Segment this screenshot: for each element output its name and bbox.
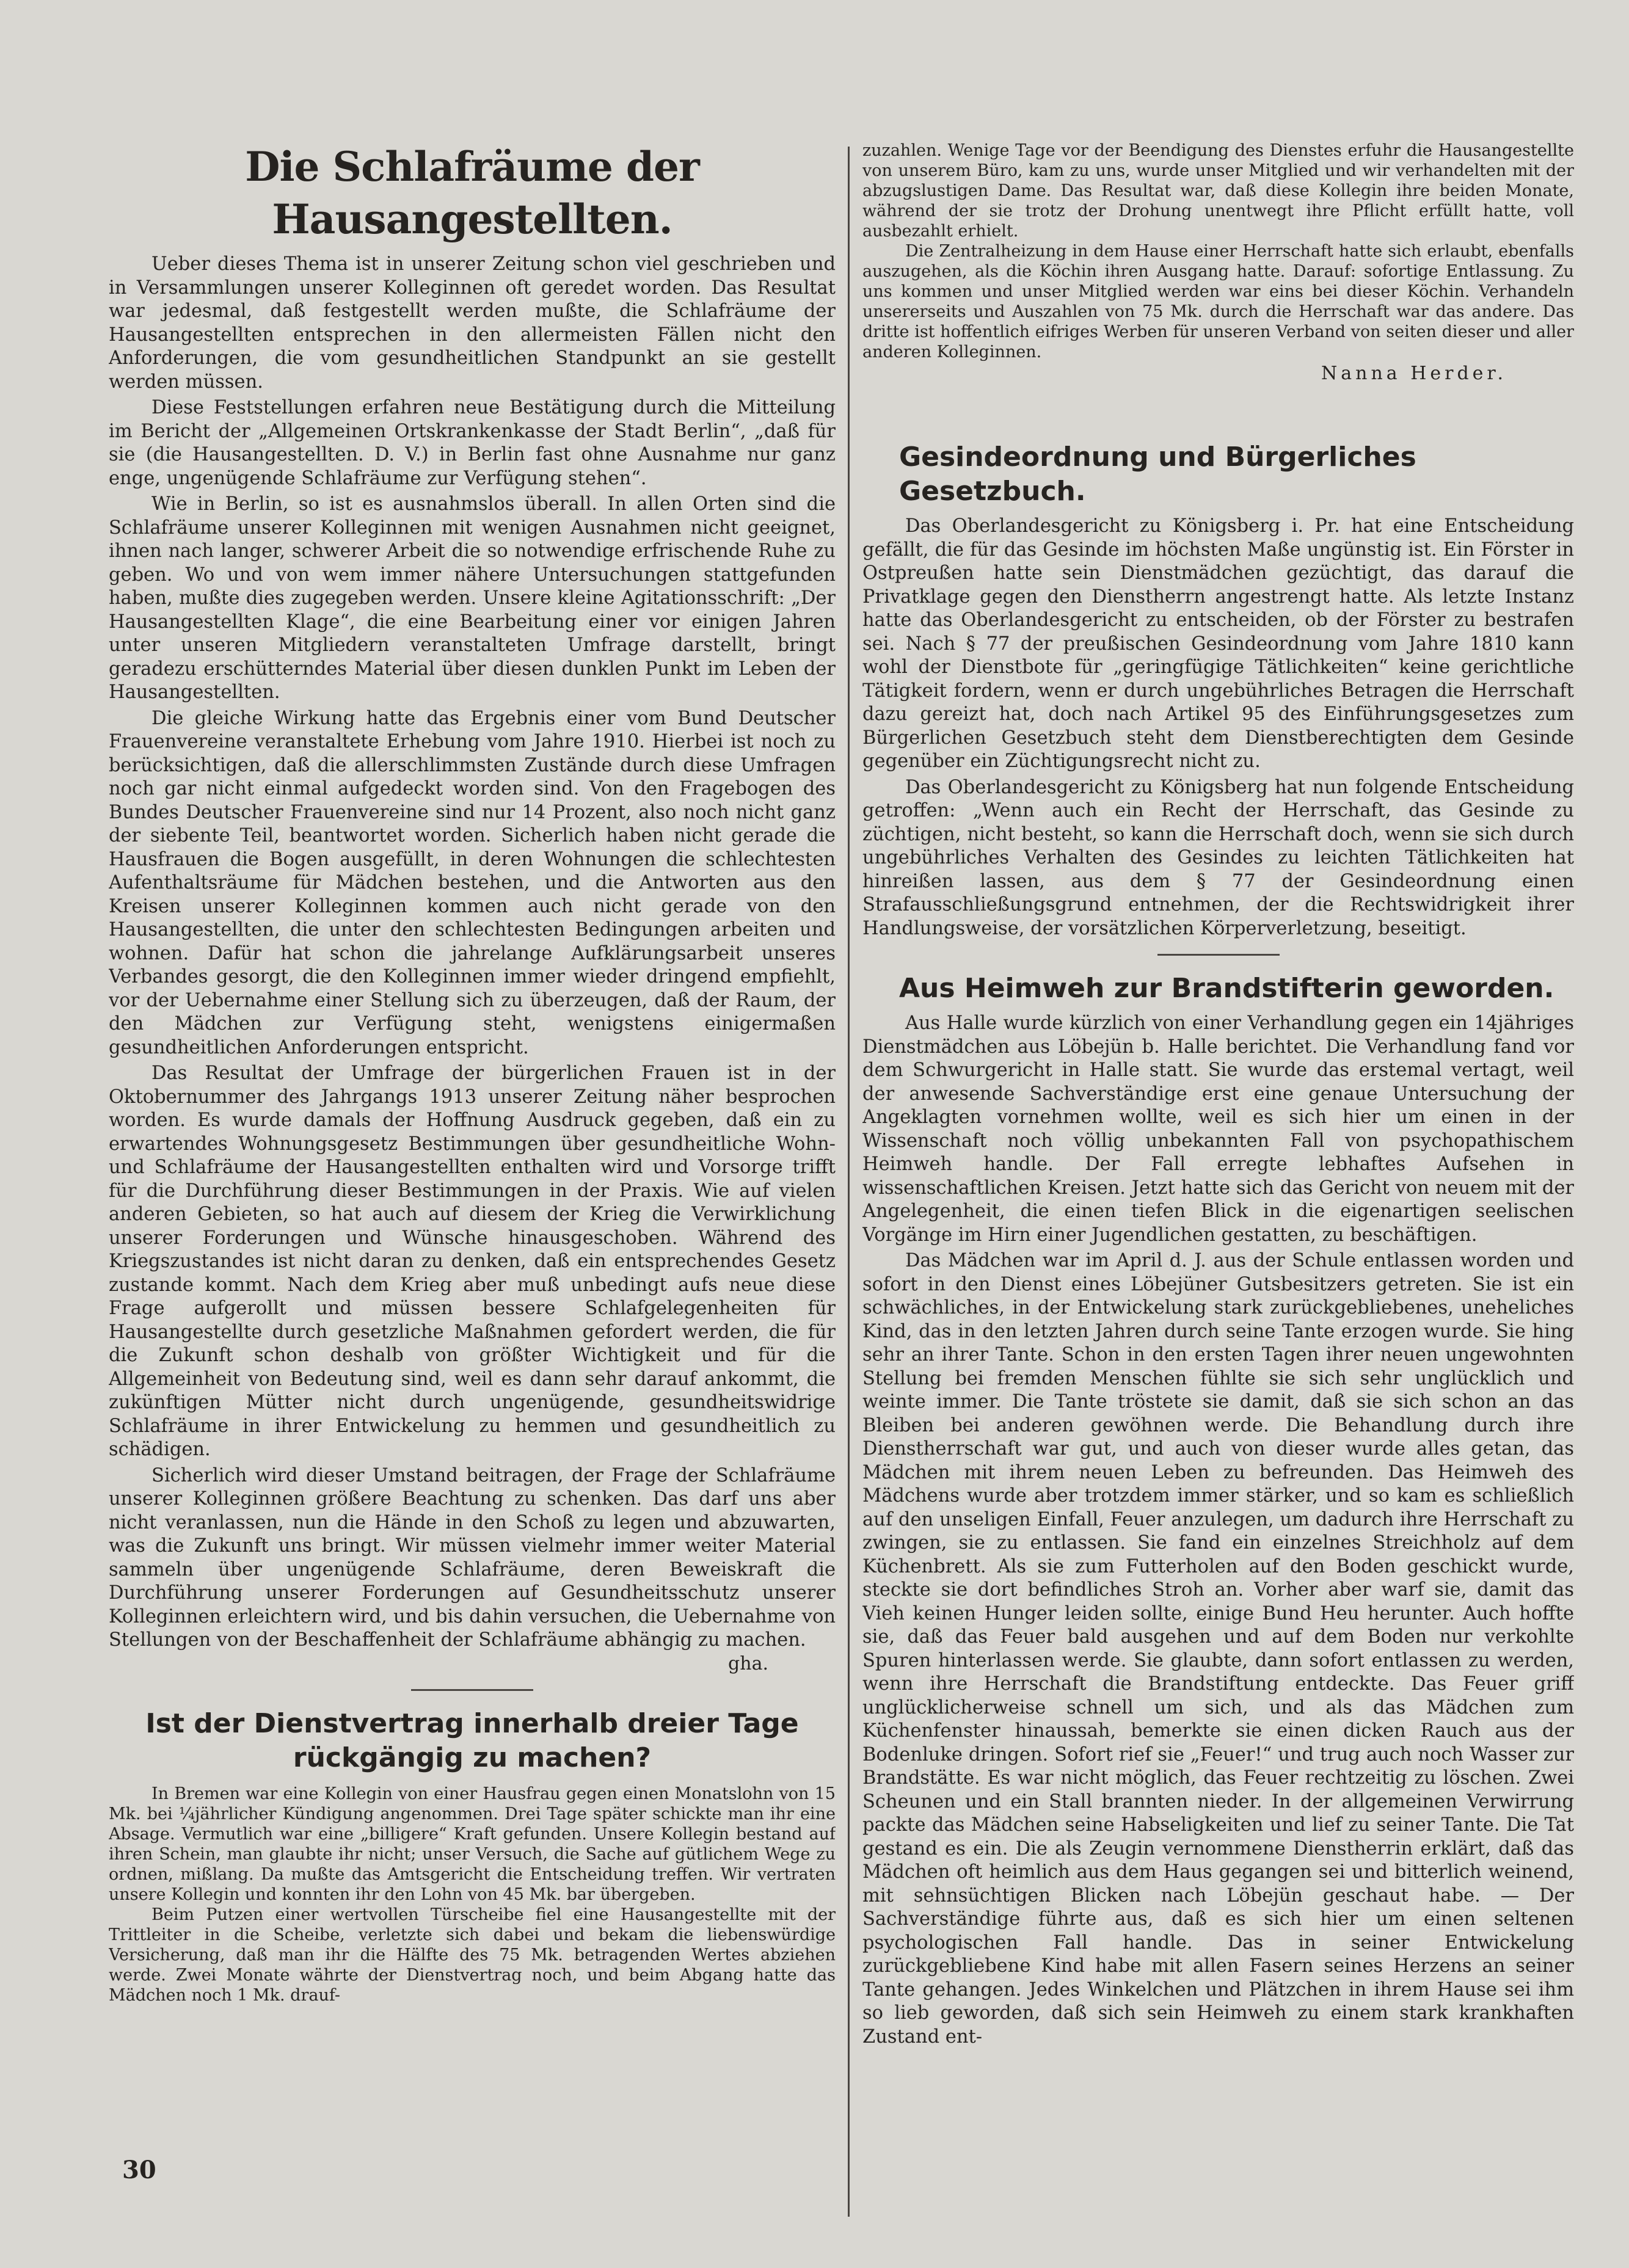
article2-title: Ist der Dienstvertrag innerhalb dreier Tage rückgängig zu machen?: [145, 1707, 799, 1773]
column-rule: [848, 147, 850, 2217]
right-column: [862, 140, 1574, 2180]
page-number: 30: [122, 2156, 156, 2184]
article2-paragraph: Beim Putzen einer wertvollen Türscheibe fiel eine Hausangestellte mit der Trittleiter in die Scheibe, verletzte sich dabei und bekam die liebenswürdige Versicherung, daß man ihr die Hälfte des 75 Mk. betragenden Wertes abziehen werde. Zwei Monate währte der Dienstvertrag noch, und beim Abgang hatte das Mädchen noch 1 Mk. drauf-: [109, 1905, 836, 2005]
article1-title: Die Schlafräume der Hausangestellten.: [245, 143, 699, 243]
article1-paragraph: Ueber dieses Thema ist in unserer Zeitung schon viel geschrieben und in Versammlungen unserer Kolleginnen oft geredet worden. Das Resultat war jedesmal, daß festgestellt werden mußte, die Schlafräume der Hausangestellten entsprechen in den allermeisten Fällen nicht den Anforderungen, die vom gesundheitlichen Standpunkt an sie gestellt werden müssen.: [109, 253, 836, 393]
article1-signature: gha.: [728, 1652, 768, 1674]
article4-paragraph: Aus Halle wurde kürzlich von einer Verhandlung gegen ein 14jähriges Dienstmädchen aus Löbejün b. Halle berichtet. Die Verhandlung fand vor dem Schwurgericht in Halle statt. Sie wurde das erstemal vertagt, weil der anwesende Sachverständige erst eine genaue Untersuchung der Angeklagten vornehmen wollte, weil es sich hier um einen in der Wissenschaft noch völlig unbekannten Fall von psychopathischem Heimweh handle. Der Fall erregte lebhaftes Aufsehen in wissenschaftlichen Kreisen. Jetzt hatte sich das Gericht von neuem mit der Angelegenheit, die einen tiefen Blick in die eigenartigen seelischen Vorgänge im Hirn einer Jugendlichen gestatten, zu beschäftigen.: [862, 1012, 1574, 1246]
article2-paragraph: In Bremen war eine Kollegin von einer Hausfrau gegen einen Monatslohn von 15 Mk. bei ¼jährlicher Kündigung angenommen. Drei Tage später schickte man ihr eine Absage. Vermutlich war eine „billigere“ Kraft gefunden. Unsere Kollegin bestand auf ihren Schein, man glaubte ihr nicht; unser Versuch, die Sache auf gütlichem Wege zu ordnen, mißlang. Da mußte das Amtsgericht die Entscheidung treffen. Wir vertraten unsere Kollegin und konnten ihr den Lohn von 45 Mk. bar übergeben.: [109, 1784, 836, 1904]
article2-paragraph: Die Zentralheizung in dem Hause einer Herrschaft hatte sich erlaubt, ebenfalls auszugehen, als die Köchin ihren Ausgang hatte. Darauf: sofortige Entlassung. Zu uns kommen und unser Mitglied werden war eins bei dieser Köchin. Verhandeln unsererseits und Auszahlen von 75 Mk. durch die Herrschaft war das andere. Das dritte ist hoffentlich eifriges Werben für unseren Verband von seiten dieser und aller anderen Kolleginnen.: [862, 242, 1574, 362]
left-column: [109, 140, 836, 2180]
article2-signature-text: Nanna Herder.: [1321, 363, 1507, 384]
separator-line: [411, 1689, 533, 1691]
article3-paragraph: Das Oberlandesgericht zu Königsberg hat nun folgende Entscheidung getroffen: „Wenn auch ein Recht der Herrschaft, das Gesinde zu züchtigen, nicht besteht, so kann die Herrschaft doch, wenn sie sich durch ungebührliches Verhalten des Gesindes zu leichten Tätlichkeiten hat hinreißen lassen, aus dem § 77 der Gesindeordnung einen Strafausschließungsgrund entnehmen, der die Rechtswidrigkeit ihrer Handlungsweise, der vorsätzlichen Körperverletzung, beseitigt.: [862, 776, 1574, 939]
article1-paragraph: Sicherlich wird dieser Umstand beitragen, der Frage der Schlafräume unserer Kolleginnen größere Beachtung zu schenken. Das darf uns aber nicht veranlassen, nun die Hände in den Schoß zu legen und abzuwarten, was die Zukunft uns bringt. Wir müssen vielmehr immer weiter Material sammeln über ungenügende Schlafräume, deren Beweiskraft die Durchführung unserer Forderungen auf Gesundheitsschutz unserer Kolleginnen erleichtern wird, und bis dahin versuchen, die Uebernahme von Stellungen von der Beschaffenheit der Schlafräume abhängig zu machen.: [109, 1464, 836, 1651]
article4-title: Aus Heimweh zur Brandstifterin geworden.: [899, 973, 1554, 1004]
separator-line: [1157, 954, 1280, 956]
article3-paragraph: Das Oberlandesgericht zu Königsberg i. Pr. hat eine Entscheidung gefällt, die für das Gesinde im höchsten Maße ungünstig ist. Ein Förster in Ostpreußen hatte sein Dienstmädchen gezüchtigt, das darauf die Privatklage gegen den Dienstherrn angestrengt hatte. Als letzte Instanz hatte das Oberlandesgericht zu entscheiden, ob der Förster zu bestrafen sei. Nach § 77 der preußischen Gesindeordnung vom Jahre 1810 kann wohl der Dienstbote für „geringfügige Tätlichkeiten“ keine gerichtliche Tätigkeit fordern, wenn er durch ungebührliches Betragen die Herrschaft dazu gereizt hat, doch nach Artikel 95 des Einführungsgesetzes zum Bürgerlichen Gesetzbuch steht dem Dienstberechtigten dem Gesinde gegenüber ein Züchtigungsrecht nicht zu.: [862, 515, 1574, 772]
article4-paragraph: Das Mädchen war im April d. J. aus der Schule entlassen worden und sofort in den Dienst eines Löbejüner Gutsbesitzers getreten. Sie ist ein schwächliches, in der Entwickelung stark zurückgebliebenes, uneheliches Kind, das in den letzten Jahren durch seine Tante erzogen wurde. Sie hing sehr an ihrer Tante. Schon in den ersten Tagen ihrer neuen ungewohnten Stellung bei fremden Menschen fühlte sie sich sehr unglücklich und weinte immer. Die Tante tröstete sie damit, daß sie sich schon an das Bleiben bei anderen gewöhnen werde. Die Behandlung durch ihre Dienstherrschaft war gut, und auch von dieser wurde alles getan, das Mädchen mit ihrem neuen Leben zu befreunden. Das Heimweh des Mädchens wurde aber trotzdem immer stärker, und so kam es schließlich auf den unseligen Einfall, Feuer anzulegen, um dadurch ihre Herrschaft zu zwingen, sie zu entlassen. Sie fand ein einzelnes Streichholz auf dem Küchenbrett. Als sie zum Futterholen auf den Boden geschickt wurde, steckte sie dort befindliches Stroh an. Vorher aber warf sie, damit das Vieh keinen Hunger leiden sollte, einige Bund Heu herunter. Auch hoffte sie, daß das Feuer bald ausgehen und auf dem Boden nur verkohlte Spuren hinterlassen werde. Sie glaubte, dann sofort entlassen zu werden, wenn ihre Herrschaft die Brandstiftung entdeckte. Das Feuer griff unglücklicherweise schnell um sich, und als das Mädchen zum Küchenfenster hinaussah, bemerkte sie einen dicken Rauch aus der Bodenluke dringen. Sofort rief sie „Feuer!“ und trug auch noch Wasser zur Brandstätte. Es war nicht möglich, das Feuer rechtzeitig zu löschen. Zwei Scheunen und ein Stall brannten nieder. In der allgemeinen Verwirrung packte das Mädchen seine Habseligkeiten und lief zu seiner Tante. Die Tat gestand es ein. Die als Zeugin vernommene Dienstherrin erklärt, daß das Mädchen oft heimlich aus dem Haus gegangen sei und bitterlich weinend, mit sehnsüchtigen Blicken nach Löbejün geschaut habe. — Der Sachverständige führte aus, daß es sich hier um einen seltenen psychologischen Fall handle. Das in seiner Entwickelung zurückgebliebene Kind habe mit allen Fasern seines Herzens an seiner Tante gehangen. Jedes Winkelchen und Plätzchen in ihrem Hause sei ihm so lieb geworden, daß sich sein Heimweh zu einem stark krankhaften Zustand ent-: [862, 1250, 1574, 2048]
article2-paragraph: zuzahlen. Wenige Tage vor der Beendigung des Dienstes erfuhr die Hausangestellte von unserem Büro, kam zu uns, wurde unser Mitglied und wir verhandelten mit der abzugslustigen Dame. Das Resultat war, daß diese Kollegin ihre beiden Monate, während der sie trotz der Drohung unentwegt ihre Pflicht erfüllt hatte, voll ausbezahlt erhielt.: [862, 141, 1574, 241]
article1-paragraph: Diese Feststellungen erfahren neue Bestätigung durch die Mitteilung im Bericht der „Allgemeinen Ortskrankenkasse der Stadt Berlin“, „daß für sie (die Hausangestellten. D. V.) in Berlin fast ohne Ausnahme nur ganz enge, ungenügende Schlafräume zur Verfügung stehen“.: [109, 397, 836, 489]
article3-title: Gesindeordnung und Bürgerliches Gesetzbuch.: [899, 442, 1416, 507]
article2-signature: [862, 362, 1574, 385]
article1-paragraph: Wie in Berlin, so ist es ausnahmslos überall. In allen Orten sind die Schlafräume unserer Kolleginnen mit wenigen Ausnahmen nicht geeignet, ihnen nach langer, schwerer Arbeit die so notwendige erfrischende Ruhe zu geben. Wo und von wem immer nähere Untersuchungen stattgefunden haben, mußte dies zugegeben werden. Unsere kleine Agitationsschrift: „Der Hausangestellten Klage“, die eine Bearbeitung einer vor einigen Jahren unter unseren Mitgliedern veranstalteten Umfrage darstellt, bringt geradezu erschütterndes Material über diesen dunklen Punkt im Leben der Hausangestellten.: [109, 493, 836, 703]
article1-paragraph: Das Resultat der Umfrage der bürgerlichen Frauen ist in der Oktobernummer des Jahrgangs 1913 unserer Zeitung näher besprochen worden. Es wurde damals der Hoffnung Ausdruck gegeben, daß ein zu erwartendes Wohnungsgesetz Bestimmungen über gesundheitliche Wohn- und Schlafräume der Hausangestellten enthalten wird und Vorsorge trifft für die Durchführung dieser Bestimmungen in der Praxis. Wie auf vielen anderen Gebieten, so hat auch auf diesem der Krieg die Verwirklichung unserer Forderungen und Wünsche hinausgeschoben. Während des Kriegszustandes ist nicht daran zu denken, daß ein entsprechendes Gesetz zustande kommt. Nach dem Krieg aber muß unbedingt aufs neue diese Frage aufgerollt und müssen bessere Schlafgelegenheiten für Hausangestellte durch gesetzliche Maßnahmen gefordert werden, die für die Zukunft schon deshalb von größter Wichtigkeit und für die Allgemeinheit von Bedeutung sind, weil es dann sehr darauf ankommt, die zukünftigen Mütter nicht durch ungenügende, gesundheitswidrige Schlafräume in ihrer Entwickelung zu hemmen und gesundheitlich zu schädigen.: [109, 1063, 836, 1460]
article1-paragraph: Die gleiche Wirkung hatte das Ergebnis einer vom Bund Deutscher Frauenvereine veranstaltete Erhebung vom Jahre 1910. Hierbei ist noch zu berücksichtigen, daß die allerschlimmsten Zustände durch diese Umfragen noch gar nicht einmal aufgedeckt worden sind. Von den Fragebogen des Bundes Deutscher Frauenvereine sind nur 14 Prozent, also noch nicht ganz der siebente Teil, beantwortet worden. Sicherlich haben nicht gerade die Hausfrauen die Bogen ausgefüllt, in deren Wohnungen die schlechtesten Aufenthaltsräume für Mädchen bestehen, und die Antworten aus den Kreisen unserer Kolleginnen kommen auch nicht gerade von den Hausangestellten, die unter den schlechtesten Bedingungen arbeiten und wohnen. Dafür hat schon die jahrelange Aufklärungsarbeit unseres Verbandes gesorgt, die den Kolleginnen immer wieder dringend empfiehlt, vor der Uebernahme einer Stellung sich zu überzeugen, daß der Raum, der den Mädchen zur Verfügung steht, wenigstens einigermaßen gesundheitlichen Anforderungen entspricht.: [109, 707, 836, 1058]
